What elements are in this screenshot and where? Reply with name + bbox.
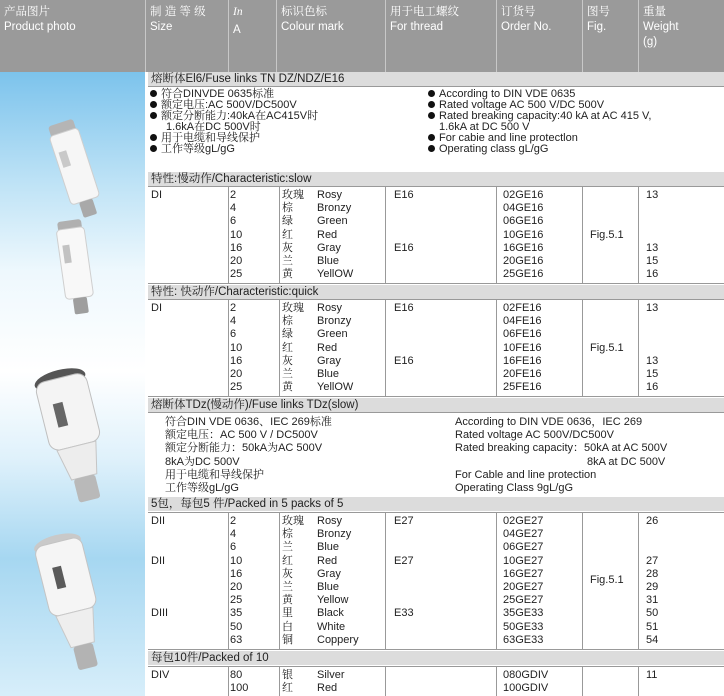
weight-cell: 13: [646, 189, 659, 201]
rated-current-cell: 20: [230, 580, 243, 593]
order-no-cell: 02FE16: [503, 302, 542, 314]
column-divider: [279, 667, 280, 696]
colour-cn-cell: 玫瑰: [282, 302, 304, 314]
thread-cell: [394, 621, 414, 634]
colour-cn-cell: 黄: [282, 381, 293, 394]
header-thread: [385, 0, 496, 72]
size-cell: DII: [151, 515, 166, 527]
colour-cn-cell: 黄: [282, 268, 293, 281]
rated-current-cell: 25: [230, 268, 243, 281]
colour-cn-cell: 兰: [282, 254, 293, 267]
colour-cn-cell: 玫瑰: [282, 515, 304, 527]
colour-en-cell: Red: [317, 228, 338, 241]
rated-current-cell: 100: [230, 681, 249, 694]
colour-cn-cell: 兰: [282, 367, 293, 380]
spec-cn-text: 工作等级gL/gG: [165, 481, 239, 494]
spec-en-text: According to DIN VDE 0635: [439, 88, 576, 100]
weight-cell: 11: [646, 669, 658, 681]
colour-cn-cell: 红: [282, 554, 293, 567]
fuse-tdz-photo-2: [28, 524, 118, 689]
thread-cell: [394, 568, 414, 581]
rule: [148, 86, 724, 87]
thread-cell: [394, 342, 414, 355]
spec-cn-text: 用于电缆和导线保护: [161, 132, 260, 144]
fuse-tdz-photo-1: [30, 360, 120, 520]
thread-cell: [394, 594, 414, 607]
weight-cell: 26: [646, 515, 659, 527]
weight-cell: [646, 229, 658, 242]
colour-en-cell: Red: [317, 554, 338, 567]
colour-cn-cell: 绿: [282, 328, 293, 341]
colour-cn-cell: 兰: [282, 580, 293, 593]
section-packed-5: 5包，每包5 件/Packed in 5 packs of 5: [148, 497, 724, 511]
column-divider: [582, 300, 583, 396]
weight-column: [646, 669, 657, 694]
weight-cell: [646, 328, 658, 341]
header-photo-en: Product photo: [4, 21, 76, 33]
column-divider: [638, 187, 639, 283]
spec-en-text: Operating Class 9gL/gG: [455, 481, 574, 494]
fuse-e16-photo-2: [46, 216, 106, 326]
header-order-cn: 订货号: [501, 6, 536, 18]
rule: [148, 412, 724, 413]
rated-current-cell: 25: [230, 594, 243, 607]
spec-cn-text: 额定电压:AC 500V/DC500V: [161, 99, 297, 111]
rated-current-column: [230, 189, 242, 281]
colour-cn-cell: 兰: [282, 541, 293, 554]
header-photo: [0, 0, 145, 72]
header-size-cn: 制 造 等 级: [150, 6, 206, 18]
spec-en-text: 8kA at DC 500V: [587, 455, 666, 468]
order-no-cell: 04GE16: [503, 202, 544, 215]
column-divider: [228, 300, 229, 396]
rated-current-cell: 35: [230, 607, 243, 620]
colour-en-cell: Bronzy: [317, 315, 352, 328]
size-cell: DIII: [151, 607, 169, 620]
thread-cell: E16: [394, 354, 414, 367]
colour-cn-cell: 灰: [282, 241, 293, 254]
colour-en-cell: Black: [317, 607, 344, 620]
rule: [148, 283, 724, 284]
size-cell: [151, 581, 168, 594]
rated-current-cell: 50: [230, 620, 243, 633]
rated-current-column: [230, 515, 242, 647]
order-no-cell: 10GE16: [503, 228, 544, 241]
size-cell: [151, 594, 168, 607]
thread-cell: [394, 328, 414, 341]
order-no-column: [503, 515, 543, 647]
weight-cell: [646, 541, 658, 554]
weight-column: [646, 189, 658, 281]
colour-cn-cell: 棕: [282, 202, 293, 215]
colour-en-cell: Rosy: [317, 302, 343, 314]
order-no-cell: 04GE27: [503, 528, 544, 541]
column-divider: [228, 513, 229, 649]
rated-current-cell: 80: [230, 669, 243, 681]
order-no-cell: 35GE33: [503, 607, 544, 620]
order-no-cell: 16GE27: [503, 567, 544, 580]
order-no-cell: 16GE16: [503, 241, 544, 254]
order-no-cell: 06FE16: [503, 328, 542, 341]
spec-en-text: 1.6kA at DC 500 V: [439, 121, 530, 133]
order-no-cell: 10FE16: [503, 341, 542, 354]
weight-cell: 15: [646, 367, 659, 380]
colour-cn-cell: 白: [282, 620, 293, 633]
fig-cell: Fig.5.1: [590, 229, 624, 241]
colour-cn-cell: 绿: [282, 215, 293, 228]
spec-cn-text: 工作等级gL/gG: [161, 143, 235, 155]
column-divider: [638, 667, 639, 696]
column-divider: [496, 187, 497, 283]
rated-current-column: [230, 302, 242, 394]
column-divider: [228, 667, 229, 696]
weight-cell: 51: [646, 620, 659, 633]
weight-cell: 16: [646, 381, 659, 394]
column-divider: [385, 513, 386, 649]
spec-en-text: According to DIN VDE 0636，IEC 269: [455, 416, 643, 428]
thread-cell: E27: [394, 515, 414, 527]
rated-current-cell: 16: [230, 354, 243, 367]
colour-cn-cell: 红: [282, 341, 293, 354]
weight-cell: 13: [646, 302, 659, 314]
header-colour-en: Colour mark: [281, 21, 344, 33]
header-thread-cn: 用于电工螺纹: [390, 6, 459, 18]
colour-en-column: [317, 669, 345, 694]
rated-current-cell: 6: [230, 328, 237, 341]
colour-en-cell: Yellow: [317, 594, 349, 607]
section-characteristic-slow: 特性:慢动作/Characteristic:slow: [148, 172, 724, 186]
colour-cn-cell: 铜: [282, 633, 293, 646]
header-weight-cn: 重量: [643, 6, 666, 18]
thread-cell: [394, 541, 414, 554]
rated-current-cell: 6: [230, 541, 237, 554]
colour-en-cell: Blue: [317, 580, 340, 593]
order-no-cell: 02GE16: [503, 189, 544, 201]
colour-en-cell: Coppery: [317, 633, 359, 646]
rule: [148, 396, 724, 397]
weight-cell: 15: [646, 254, 659, 267]
column-divider: [228, 187, 229, 283]
header-size-en: Size: [150, 21, 173, 33]
colour-cn-cell: 灰: [282, 354, 293, 367]
spec-en-text: Rated voltage AC 500 V/DC 500V: [439, 99, 605, 111]
size-cell: DI: [151, 189, 162, 201]
spec-en-text: Operating class gL/gG: [439, 143, 549, 155]
header-weight: [638, 0, 724, 72]
weight-cell: [646, 682, 657, 695]
fig-cell: Fig.5.1: [590, 574, 624, 586]
colour-en-cell: Gray: [317, 241, 341, 254]
order-no-column: [503, 189, 543, 281]
order-no-cell: 10GE27: [503, 554, 544, 567]
column-divider: [279, 300, 280, 396]
thread-cell: [394, 229, 414, 242]
order-no-cell: 100GDIV: [503, 681, 549, 694]
colour-cn-column: [282, 302, 304, 394]
column-divider: [496, 513, 497, 649]
order-no-cell: 20FE16: [503, 367, 542, 380]
weight-cell: [646, 528, 658, 541]
spec-cn-text: 8kA为DC 500V: [165, 455, 240, 468]
size-cell: DIV: [151, 669, 170, 681]
thread-cell: E16: [394, 189, 414, 201]
colour-en-column: [317, 515, 359, 647]
colour-en-cell: Blue: [317, 367, 340, 380]
rated-current-cell: 10: [230, 554, 243, 567]
spec-cn-text: 符合DINVDE 0635标准: [161, 88, 275, 100]
header-colour-cn: 标识色标: [281, 6, 327, 18]
section1-specs-cn: [150, 89, 318, 155]
colour-en-cell: YellOW: [317, 381, 354, 394]
order-no-column: [503, 302, 542, 394]
weight-cell: 28: [646, 567, 659, 580]
size-cell: DI: [151, 302, 162, 314]
section2-specs-en: [455, 416, 667, 495]
header-weight-en: Weight: [643, 21, 679, 33]
rated-current-cell: 4: [230, 528, 237, 541]
column-divider: [638, 300, 639, 396]
spec-en-text: Rated breaking capacity:40 kA at AC 415 V,: [439, 110, 652, 122]
rule: [148, 649, 724, 650]
weight-column: [646, 515, 658, 647]
rated-current-cell: 2: [230, 515, 237, 527]
column-divider: [638, 513, 639, 649]
spec-cn-text: 1.6kA在DC 500V时: [166, 121, 261, 133]
colour-cn-cell: 红: [282, 681, 293, 694]
section-fuse-links-tdz: 熔断体TDz(慢动作)/Fuse links TDz(slow): [148, 398, 724, 412]
spec-cn-text: 额定分断能力：50kA为AC 500V: [165, 442, 323, 455]
column-divider: [582, 187, 583, 283]
colour-en-cell: Rosy: [317, 189, 343, 201]
weight-cell: [646, 315, 658, 328]
rated-current-cell: 10: [230, 228, 243, 241]
colour-cn-cell: 玫瑰: [282, 189, 304, 201]
weight-cell: 13: [646, 354, 659, 367]
spec-en-text: For Cable and line protection: [455, 468, 597, 481]
section-packed-10: 每包10件/Packed of 10: [148, 651, 724, 665]
colour-en-cell: Green: [317, 328, 348, 341]
header-in-label: In: [233, 6, 243, 18]
thread-cell: E16: [394, 302, 414, 314]
weight-cell: [646, 215, 658, 228]
order-no-cell: 02GE27: [503, 515, 544, 527]
colour-en-cell: YellOW: [317, 268, 354, 281]
size-cell: [151, 528, 168, 541]
section1-specs-en: [428, 89, 651, 155]
spec-en-text: Rated breaking capacity：50kA at AC 500V: [455, 442, 668, 455]
spec-en-line: [428, 144, 651, 155]
section-characteristic-quick: 特性: 快动作/Characteristic:quick: [148, 285, 724, 299]
thread-cell: [394, 381, 414, 394]
thread-cell: [394, 268, 414, 281]
rated-current-column: [230, 669, 248, 694]
rated-current-cell: 20: [230, 254, 243, 267]
column-divider: [496, 667, 497, 696]
colour-en-cell: Gray: [317, 567, 341, 580]
rated-current-cell: 6: [230, 215, 237, 228]
colour-cn-cell: 里: [282, 607, 293, 620]
size-cell: [151, 621, 168, 634]
header-thread-en: For thread: [390, 21, 444, 33]
header-in: [228, 0, 276, 72]
colour-en-cell: Blue: [317, 541, 340, 554]
colour-en-cell: White: [317, 620, 346, 633]
weight-cell: 54: [646, 633, 659, 646]
column-divider: [279, 513, 280, 649]
rated-current-cell: 16: [230, 241, 243, 254]
rated-current-cell: 16: [230, 567, 243, 580]
colour-cn-column: [282, 515, 304, 647]
column-divider: [279, 187, 280, 283]
weight-column: [646, 302, 658, 394]
colour-cn-cell: 红: [282, 228, 293, 241]
thread-cell: [394, 202, 414, 215]
order-no-column: [503, 669, 548, 694]
weight-cell: 29: [646, 580, 659, 593]
table-header: [0, 0, 724, 72]
size-cell: [151, 568, 168, 581]
spec-cn-text: 符合DIN VDE 0636、IEC 269标准: [165, 416, 332, 428]
colour-en-cell: Silver: [317, 669, 345, 681]
column-divider: [385, 667, 386, 696]
colour-cn-cell: 黄: [282, 594, 293, 607]
order-no-cell: 06GE27: [503, 541, 544, 554]
colour-cn-column: [282, 669, 293, 694]
rated-current-cell: 20: [230, 367, 243, 380]
colour-en-cell: Bronzy: [317, 528, 352, 541]
order-no-cell: 63GE33: [503, 633, 544, 646]
order-no-cell: 20GE16: [503, 254, 544, 267]
rated-current-cell: 10: [230, 341, 243, 354]
thread-cell: [394, 581, 414, 594]
weight-cell: 13: [646, 241, 659, 254]
spec-cn-text: 用于电缆和导线保护: [165, 468, 264, 481]
header-photo-cn: 产品图片: [4, 6, 50, 18]
colour-cn-cell: 棕: [282, 528, 293, 541]
thread-cell: E33: [394, 607, 414, 620]
thread-cell: E27: [394, 554, 414, 567]
colour-en-cell: Rosy: [317, 515, 343, 527]
order-no-cell: 25GE16: [503, 268, 544, 281]
thread-cell: [394, 634, 414, 647]
spec-cn-text: 额定电压：AC 500 V / DC500V: [165, 429, 318, 442]
column-divider: [496, 300, 497, 396]
section2-specs-cn: [165, 416, 332, 495]
size-cell: [151, 634, 168, 647]
header-order-en: Order No.: [501, 21, 552, 33]
spec-cn-line: [150, 144, 318, 155]
fig-cell: Fig.5.1: [590, 342, 624, 354]
colour-en-cell: Bronzy: [317, 202, 352, 215]
header-fig-cn: 图号: [587, 6, 610, 18]
order-no-cell: 25GE27: [503, 594, 544, 607]
spec-en-text: Rated voltage AC 500V/DC500V: [455, 429, 614, 442]
weight-cell: 31: [646, 594, 659, 607]
thread-column: [394, 189, 414, 281]
column-divider: [385, 187, 386, 283]
header-weight-unit: (g): [643, 36, 658, 48]
rated-current-cell: 25: [230, 381, 243, 394]
header-in-unit: A: [233, 24, 241, 36]
thread-cell: [394, 215, 414, 228]
product-photo-column: [0, 72, 145, 696]
colour-cn-cell: 棕: [282, 315, 293, 328]
weight-cell: 16: [646, 268, 659, 281]
colour-cn-cell: 银: [282, 669, 293, 681]
order-no-cell: 50GE33: [503, 620, 544, 633]
colour-en-cell: Blue: [317, 254, 340, 267]
colour-en-column: [317, 189, 353, 281]
order-no-cell: 25FE16: [503, 381, 542, 394]
size-column: [151, 515, 168, 647]
size-cell: [151, 541, 168, 554]
colour-en-cell: Red: [317, 341, 338, 354]
order-no-cell: 04FE16: [503, 315, 542, 328]
colour-cn-cell: 灰: [282, 567, 293, 580]
spec-cn-text: 额定分断能力:40kA在AC415V时: [161, 110, 319, 122]
header-order: [496, 0, 582, 72]
rated-current-cell: 63: [230, 633, 243, 646]
colour-cn-column: [282, 189, 304, 281]
thread-column: [394, 515, 414, 647]
header-colour: [276, 0, 385, 72]
spec-en-text: For cabie and line protectlon: [439, 132, 578, 144]
colour-en-cell: Green: [317, 215, 348, 228]
rated-current-cell: 4: [230, 315, 237, 328]
order-no-cell: 20GE27: [503, 580, 544, 593]
colour-en-cell: Gray: [317, 354, 341, 367]
colour-en-cell: Red: [317, 681, 338, 694]
weight-cell: 50: [646, 607, 659, 620]
column-divider: [385, 300, 386, 396]
order-no-cell: 16FE16: [503, 354, 542, 367]
weight-cell: [646, 202, 658, 215]
size-cell: DII: [151, 554, 166, 567]
thread-cell: [394, 255, 414, 268]
header-size: [145, 0, 228, 72]
header-fig-en: Fig.: [587, 21, 607, 33]
weight-cell: 27: [646, 554, 659, 567]
thread-cell: E16: [394, 241, 414, 254]
header-fig: [582, 0, 638, 72]
rated-current-cell: 2: [230, 302, 237, 314]
weight-cell: [646, 342, 658, 355]
column-divider: [582, 513, 583, 649]
colour-en-column: [317, 302, 353, 394]
column-divider: [582, 667, 583, 696]
rated-current-cell: 2: [230, 189, 237, 201]
order-no-cell: 06GE16: [503, 215, 544, 228]
thread-column: [394, 302, 414, 394]
rated-current-cell: 4: [230, 202, 237, 215]
order-no-cell: 080GDIV: [503, 669, 549, 681]
section-fuse-links-e16: 熔断体El6/Fuse links TN DZ/NDZ/E16: [148, 72, 724, 86]
thread-cell: [394, 315, 414, 328]
thread-cell: [394, 368, 414, 381]
thread-cell: [394, 528, 414, 541]
